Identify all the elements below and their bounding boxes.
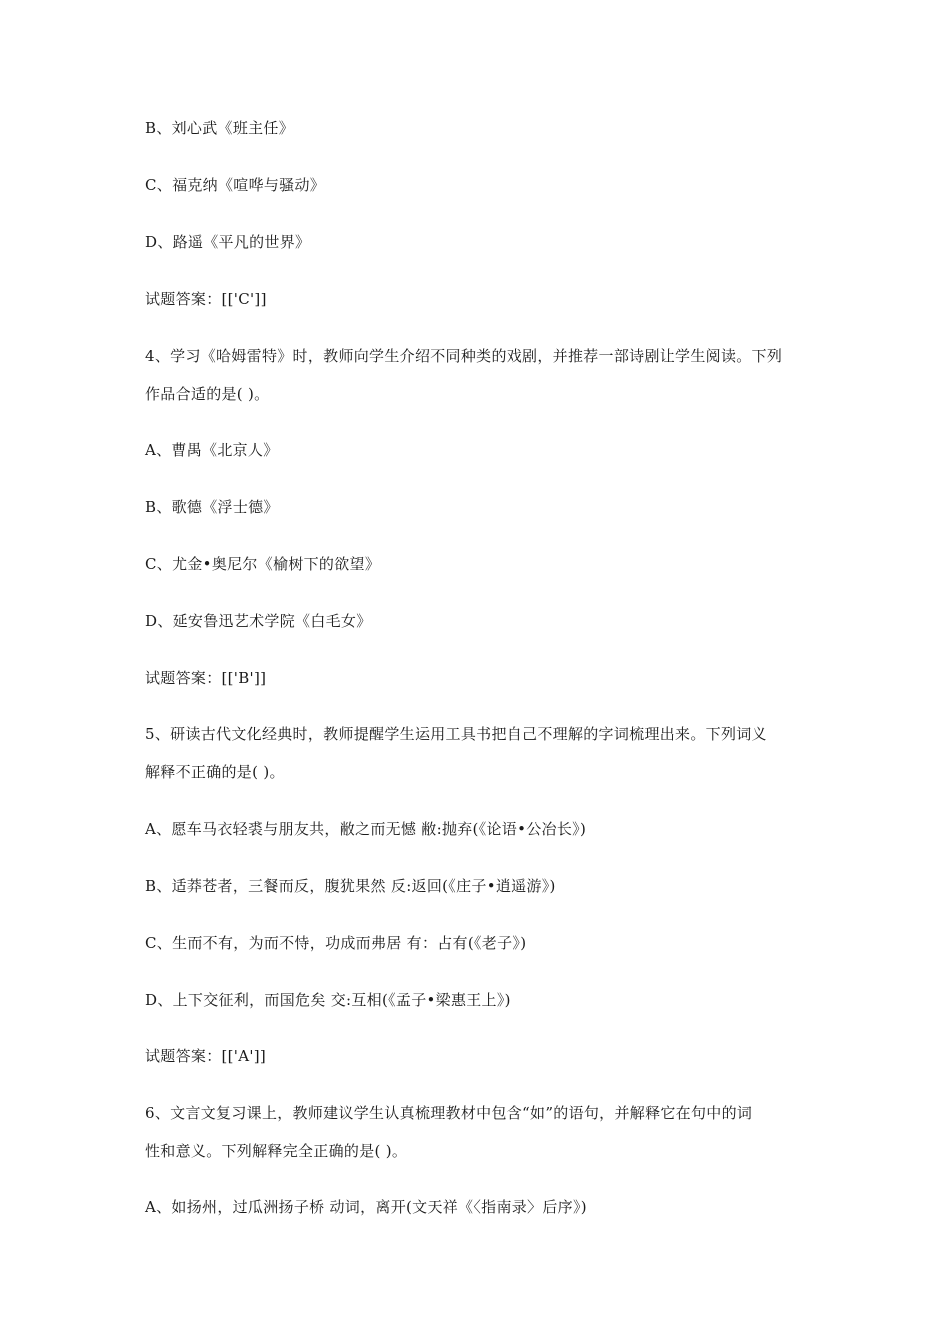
question-4-line-1: 4、学习《哈姆雷特》时，教师向学生介绍不同种类的戏剧，并推荐一部诗剧让学生阅读。下列 xyxy=(145,347,783,365)
question-4-line-2: 作品合适的是( )。 xyxy=(145,385,270,403)
option-d-q4: D、延安鲁迅艺术学院《白毛女》 xyxy=(145,612,372,630)
option-a-q4: A、曹禺《北京人》 xyxy=(145,441,279,459)
option-b-q4: B、歌德《浮士德》 xyxy=(145,498,279,516)
answer-q3: 试题答案：[['C']] xyxy=(145,290,267,308)
option-c-q4: C、尤金•奥尼尔《榆树下的欲望》 xyxy=(145,555,381,573)
option-d-q5: D、上下交征利，而国危矣 交:互相(《孟子•梁惠王上》) xyxy=(145,991,511,1009)
question-6-line-1: 6、文言文复习课上，教师建议学生认真梳理教材中包含“如”的语句，并解释它在句中的词 xyxy=(145,1104,753,1122)
question-6-line-2: 性和意义。下列解释完全正确的是( )。 xyxy=(145,1142,408,1160)
question-5-line-1: 5、研读古代文化经典时，教师提醒学生运用工具书把自己不理解的字词梳理出来。下列词义 xyxy=(145,725,767,743)
answer-q4: 试题答案：[['B']] xyxy=(145,669,267,687)
option-b-q5: B、适莽苍者，三餐而反，腹犹果然 反:返回(《庄子•逍遥游》) xyxy=(145,877,556,895)
option-b-q3: B、刘心武《班主任》 xyxy=(145,119,295,137)
option-c-q3: C、福克纳《喧哗与骚动》 xyxy=(145,176,326,194)
option-d-q3: D、路遥《平凡的世界》 xyxy=(145,233,311,251)
answer-q5: 试题答案：[['A']] xyxy=(145,1047,267,1065)
option-a-q6: A、如扬州，过瓜洲扬子桥 动词，离开(文天祥《〈指南录〉后序》) xyxy=(145,1198,587,1216)
question-5-line-2: 解释不正确的是( )。 xyxy=(145,763,285,781)
option-a-q5: A、愿车马衣轻裘与朋友共，敝之而无憾 敝:抛弃(《论语•公冶长》) xyxy=(145,820,587,838)
option-c-q5: C、生而不有，为而不恃，功成而弗居 有：占有(《老子》) xyxy=(145,934,527,952)
